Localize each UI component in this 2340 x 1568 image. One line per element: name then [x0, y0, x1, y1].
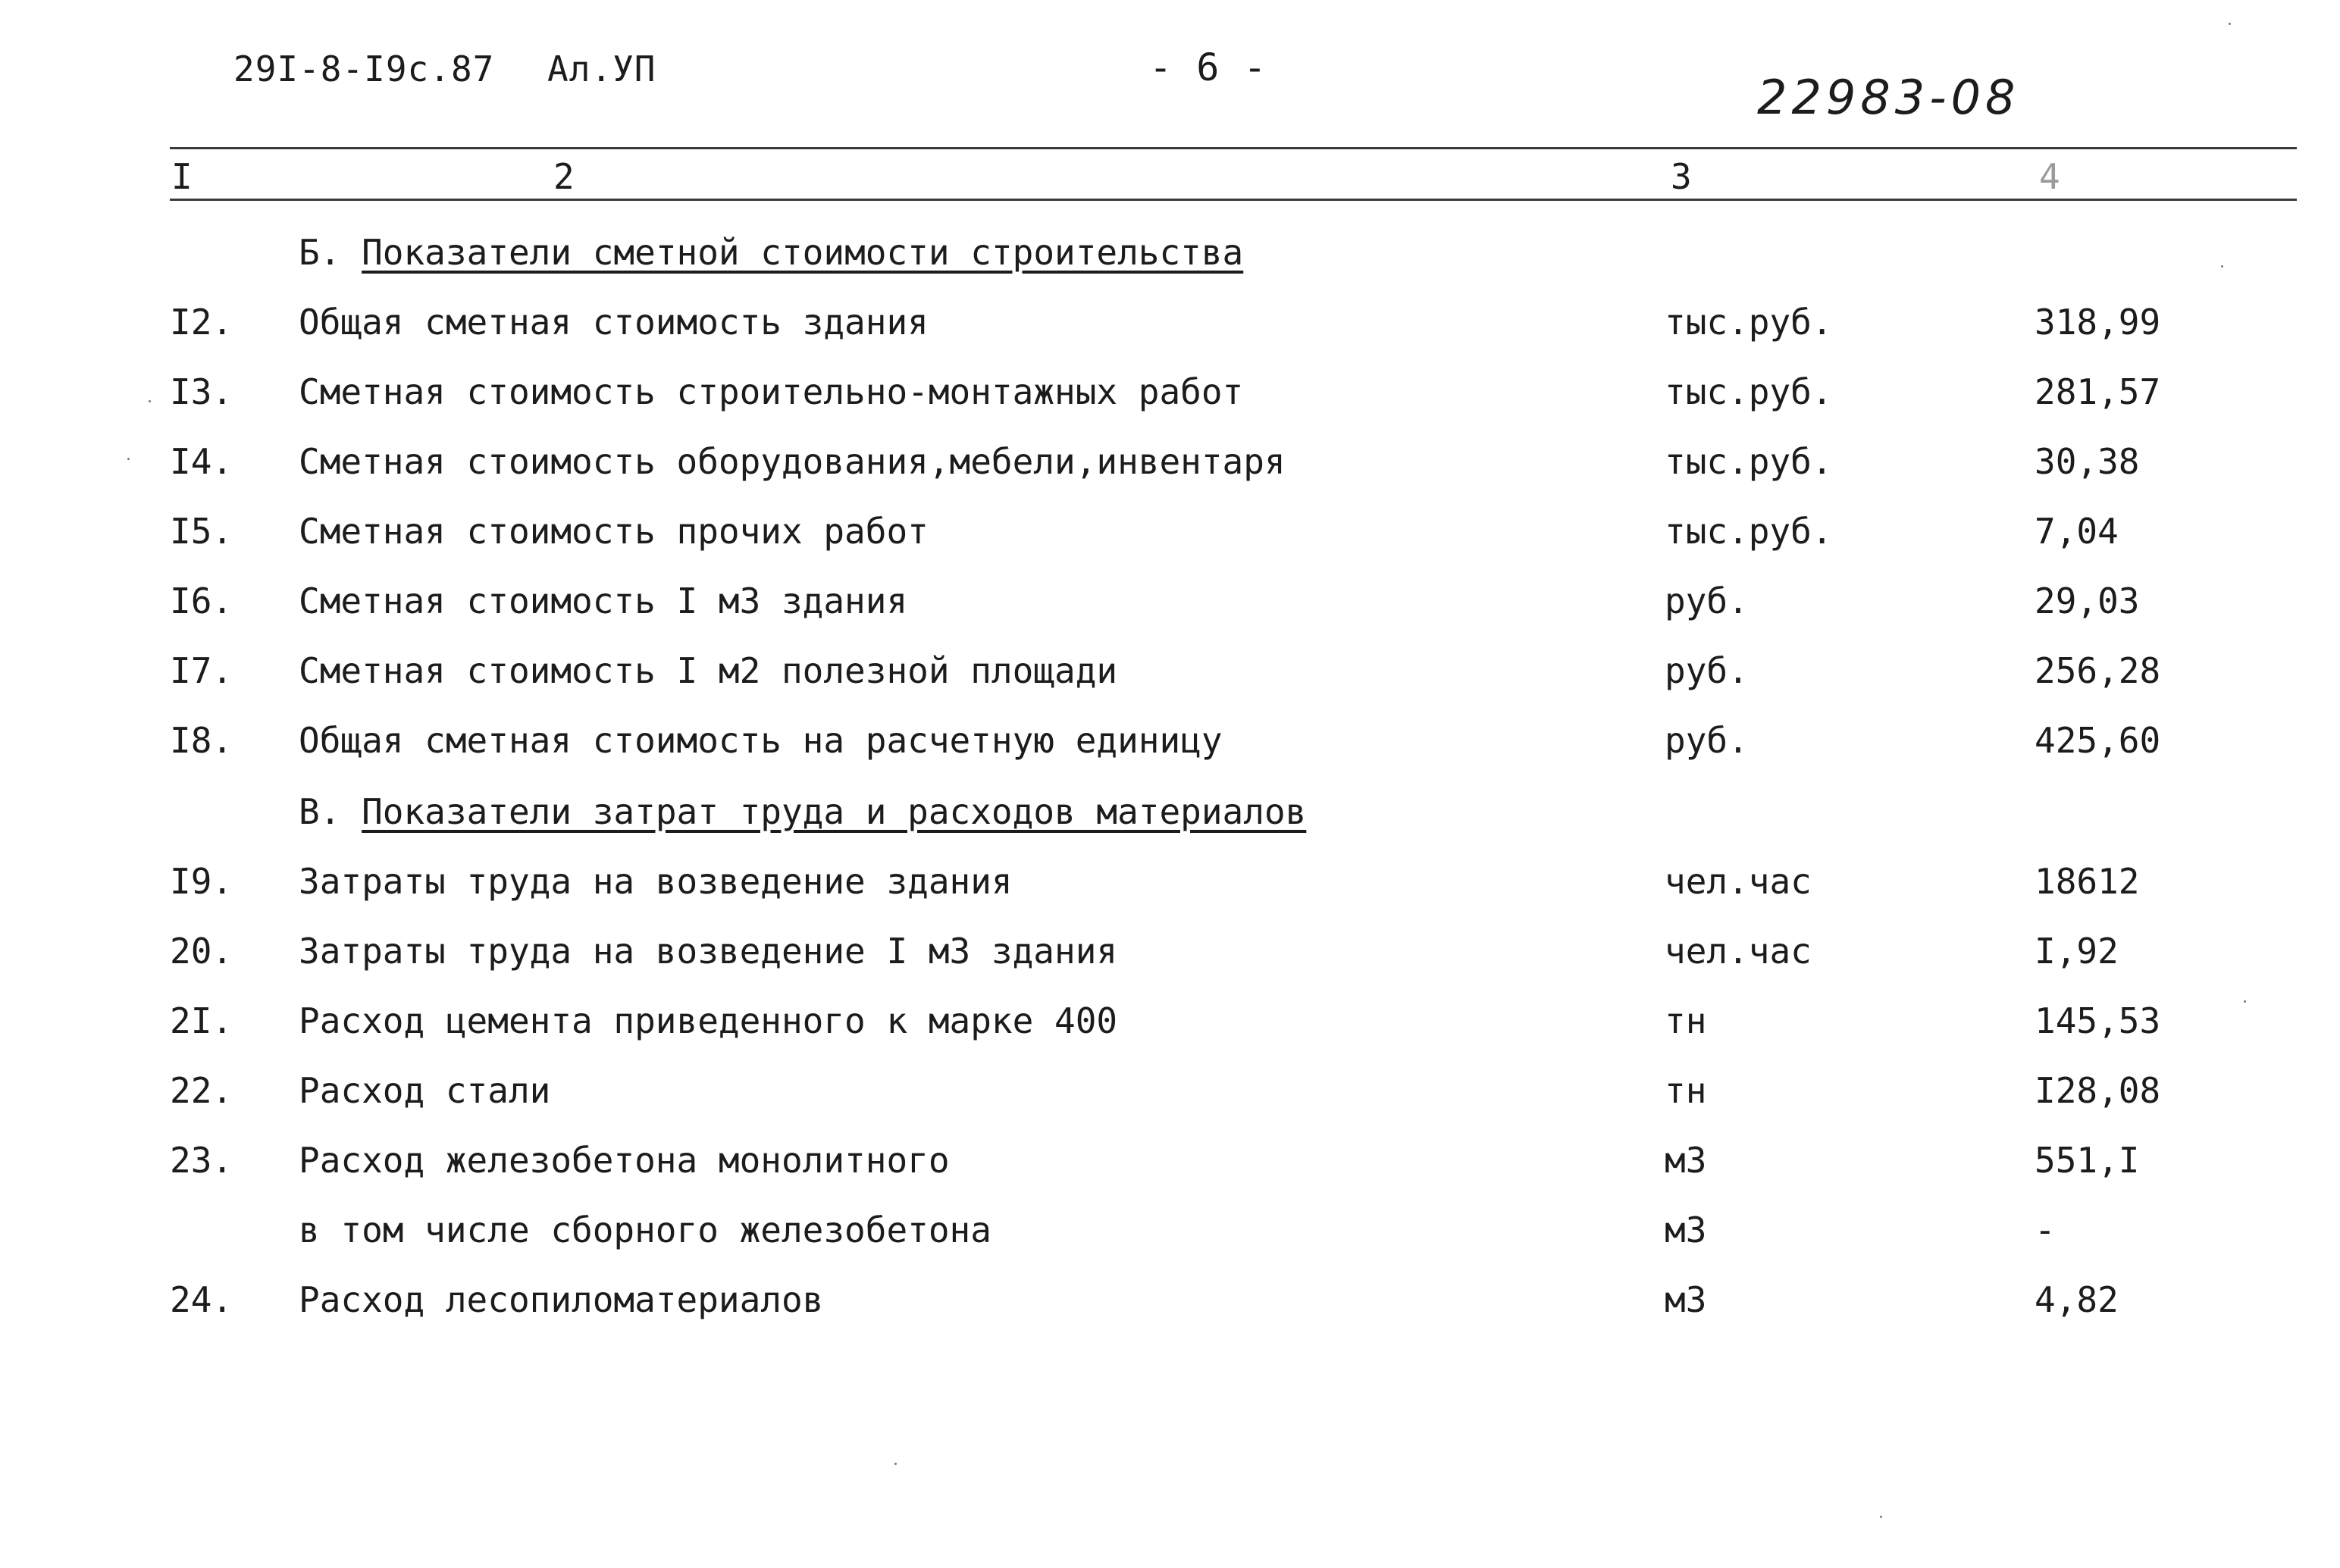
row-unit: руб.: [1665, 650, 1749, 691]
table-row: [0, 371, 2340, 417]
row-name: Сметная стоимость строительно-монтажных работ: [299, 371, 1244, 412]
row-unit: тыс.руб.: [1665, 441, 1833, 482]
table-row: [0, 511, 2340, 556]
row-number: I7.: [170, 650, 233, 691]
row-value: 18612: [2035, 861, 2140, 902]
scan-speck: [894, 1463, 897, 1465]
column-number-2: 2: [553, 156, 575, 197]
row-unit: м3: [1665, 1210, 1707, 1250]
scan-speck: [1880, 1516, 1882, 1518]
row-unit: чел.час: [1665, 931, 1812, 972]
table-row: [0, 650, 2340, 696]
row-number: 24.: [170, 1279, 233, 1320]
row-unit: м3: [1665, 1140, 1707, 1181]
row-unit: тыс.руб.: [1665, 302, 1833, 343]
row-unit: м3: [1665, 1279, 1707, 1320]
row-unit: тн: [1665, 1000, 1707, 1041]
row-value: 7,04: [2035, 511, 2119, 552]
row-number: 20.: [170, 931, 233, 972]
row-value: 256,28: [2035, 650, 2161, 691]
row-number: I3.: [170, 371, 233, 412]
row-unit: тн: [1665, 1070, 1707, 1111]
row-name: Затраты труда на возведение здания: [299, 861, 1013, 902]
row-value: -: [2035, 1210, 2056, 1250]
row-name: Расход стали: [299, 1070, 551, 1111]
row-name: Затраты труда на возведение I м3 здания: [299, 931, 1118, 972]
section-heading-b: [299, 232, 1243, 273]
scan-speck: [2229, 23, 2231, 25]
table-header-rule: [170, 199, 2297, 201]
row-value: 551,I: [2035, 1140, 2140, 1181]
row-number: I5.: [170, 511, 233, 552]
row-number: I2.: [170, 302, 233, 343]
table-top-rule: [170, 147, 2297, 149]
row-value: I,92: [2035, 931, 2119, 972]
section-prefix: В.: [299, 791, 341, 832]
row-value: 318,99: [2035, 302, 2161, 343]
section-heading-v: [299, 791, 1306, 832]
row-name: Сметная стоимость прочих работ: [299, 511, 929, 552]
row-unit: тыс.руб.: [1665, 371, 1833, 412]
row-number: 22.: [170, 1070, 233, 1111]
table-row: [0, 581, 2340, 626]
table-row: [0, 1140, 2340, 1185]
sheet-label: Ал.УП: [547, 49, 656, 89]
table-row: [0, 720, 2340, 765]
table-row: [0, 1000, 2340, 1046]
row-name: Сметная стоимость I м2 полезной площади: [299, 650, 1118, 691]
row-name: Сметная стоимость оборудования,мебели,инвентаря: [299, 441, 1286, 482]
row-number: I9.: [170, 861, 233, 902]
row-value: 145,53: [2035, 1000, 2161, 1041]
row-name: Расход цемента приведенного к марке 400: [299, 1000, 1118, 1041]
table-row: [0, 1070, 2340, 1116]
row-number: 23.: [170, 1140, 233, 1181]
row-number: I8.: [170, 720, 233, 761]
document-number: 22983-08: [1757, 70, 2020, 125]
section-title: Показатели сметной стоимости строительства: [362, 232, 1244, 273]
section-title: Показатели затрат труда и расходов материалов: [362, 791, 1307, 832]
row-value: 29,03: [2035, 581, 2140, 621]
table-row: [0, 1279, 2340, 1325]
column-number-1: I: [171, 156, 193, 197]
table-row: [0, 861, 2340, 906]
scan-speck: [127, 458, 130, 460]
row-name: в том числе сборного железобетона: [299, 1210, 991, 1250]
row-number: 2I.: [170, 1000, 233, 1041]
row-name: Общая сметная стоимость здания: [299, 302, 929, 343]
row-number: I6.: [170, 581, 233, 621]
row-value: I28,08: [2035, 1070, 2161, 1111]
column-number-4: 4: [2039, 156, 2060, 197]
table-row: [0, 1210, 2340, 1255]
table-row: [0, 441, 2340, 487]
row-value: 281,57: [2035, 371, 2161, 412]
row-value: 425,60: [2035, 720, 2161, 761]
row-unit: тыс.руб.: [1665, 511, 1833, 552]
row-unit: руб.: [1665, 581, 1749, 621]
table-row: [0, 931, 2340, 976]
section-prefix: Б.: [299, 232, 341, 273]
row-value: 4,82: [2035, 1279, 2119, 1320]
page-number: - 6 -: [1149, 45, 1267, 89]
scan-speck: [2244, 1000, 2246, 1003]
row-unit: руб.: [1665, 720, 1749, 761]
row-name: Сметная стоимость I м3 здания: [299, 581, 908, 621]
row-value: 30,38: [2035, 441, 2140, 482]
scan-speck: [2221, 265, 2223, 268]
row-name: Общая сметная стоимость на расчетную единицу: [299, 720, 1223, 761]
table-row: [0, 302, 2340, 347]
row-number: I4.: [170, 441, 233, 482]
row-name: Расход лесопиломатериалов: [299, 1279, 824, 1320]
scan-speck: [149, 400, 151, 402]
row-unit: чел.час: [1665, 861, 1812, 902]
row-name: Расход железобетона монолитного: [299, 1140, 950, 1181]
column-number-3: 3: [1671, 156, 1692, 197]
document-code: 29I-8-I9c.87: [233, 49, 495, 89]
